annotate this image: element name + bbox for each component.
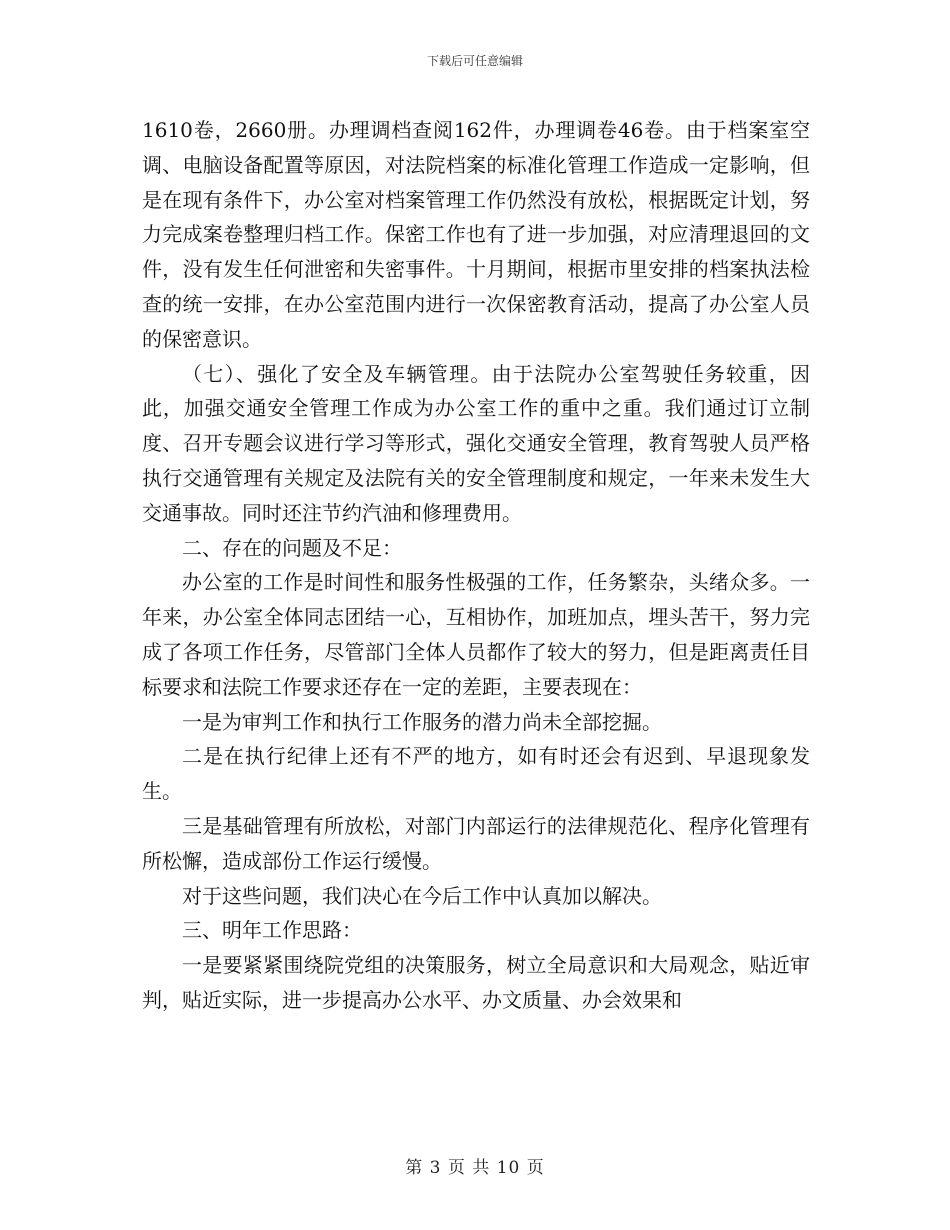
section-heading-next-year: 三、明年工作思路： [182,918,362,943]
paragraph-problems-intro: 办公室的工作是时间性和服务性极强的工作，任务繁杂，头绪众多。一年来，办公室全体同志团结一心，互相协作，加班加点，埋头苦干，努力完成了各项工作任务，尽管部门全体人员都作了较大的努力，但是距离责任目标要求和法院工作要求还存在一定的差距，主要表现在： [142,570,810,699]
paragraph-safety-vehicle: （七）、强化了安全及车辆管理。由于法院办公室驾驶任务较重，因此，加强交通安全管理工作成为办公室工作的重中之重。我们通过订立制度、召开专题会议进行学习等形式，强化交通安全管理，教育驾驶人员严格执行交通管理有关规定及法院有关的安全管理制度和规定，一年来未发生大交通事故。同时还注节约汽油和修理费用。 [142,361,810,525]
problem-item-2: 二是在执行纪律上还有不严的地方，如有时还会有迟到、早退现象发生。 [142,744,810,804]
page-number-footer: 第 3 页 共 10 页 [405,1158,545,1178]
section-heading-problems: 二、存在的问题及不足： [182,535,402,560]
problem-item-3: 三是基础管理有所放松，对部门内部运行的法律规范化、程序化管理有所松懈，造成部份工作运行缓慢。 [142,813,810,873]
paragraph-archive-work: 1610卷，2660册。办理调档查阅162件，办理调卷46卷。由于档案室空调、电脑设备配置等原因，对法院档案的标准化管理工作造成一定影响，但是在现有条件下，办公室对档案管理工作仍然没有放松，根据既定计划，努力完成案卷整理归档工作。保密工作也有了进一步加强，对应清理退回的文件，没有发生任何泄密和失密事件。十月期间，根据市里安排的档案执法检查的统一安排，在办公室范围内进行一次保密教育活动，提高了办公室人员的保密意识。 [142,118,810,351]
page-header: 下载后可任意编辑 [426,54,523,68]
paragraph-resolution: 对于这些问题，我们决心在今后工作中认真加以解决。 [182,883,662,908]
document-body [142,113,810,1018]
problem-item-1: 一是为审判工作和执行工作服务的潜力尚未全部挖掘。 [182,709,662,734]
plan-item-1: 一是要紧紧围绕院党组的决策服务，树立全局意识和大局观念，贴近审判，贴近实际，进一步提高办公水平、办文质量、办会效果和 [142,953,810,1012]
